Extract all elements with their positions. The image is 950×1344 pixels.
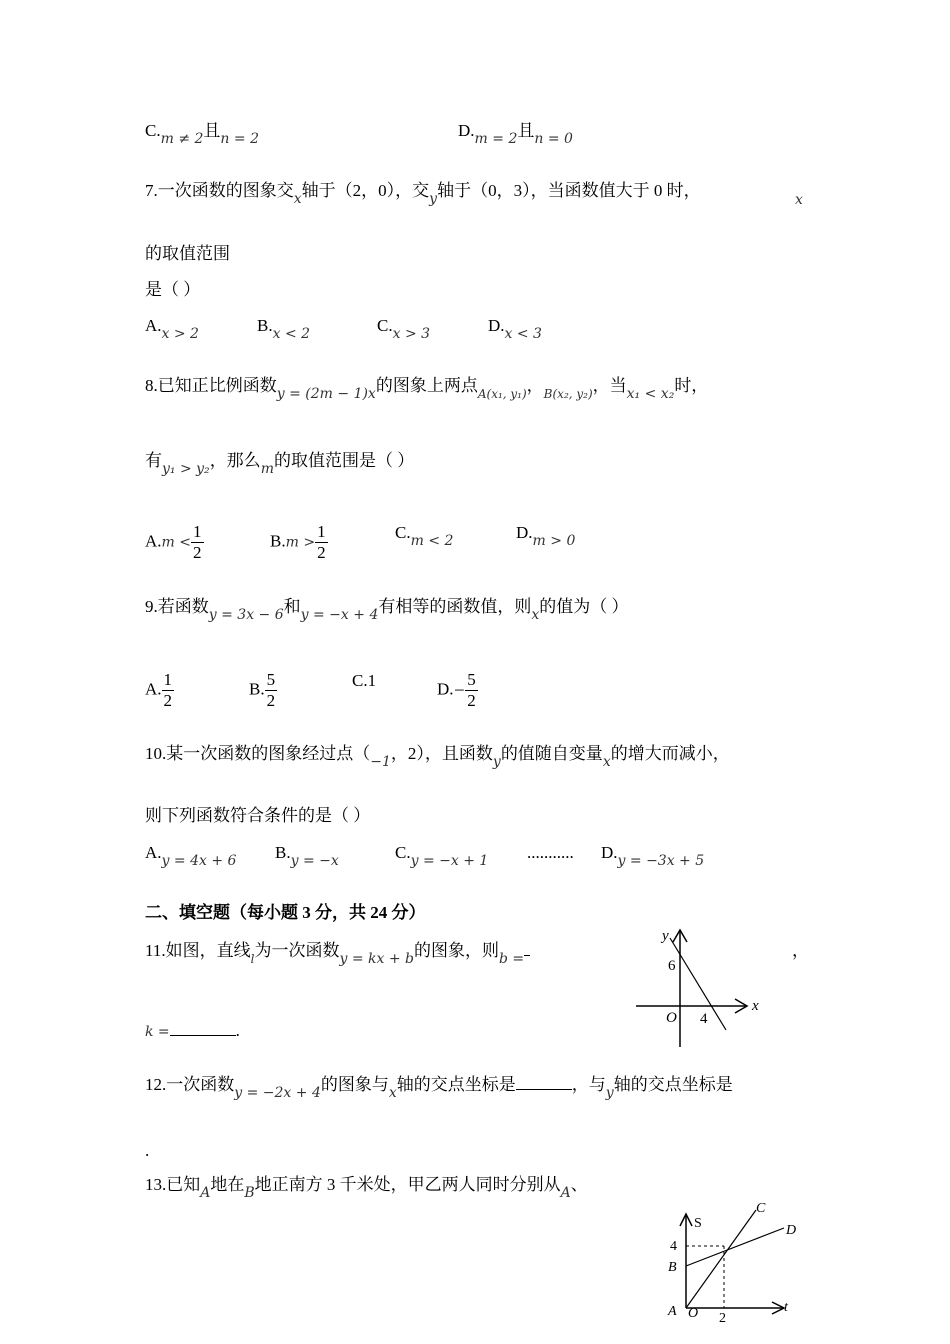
text: 的值随自变量	[500, 744, 603, 763]
section-title: 二、填空题（每小题 3 分，共 24 分）	[145, 903, 426, 922]
math: y = 4x + 6	[161, 853, 237, 869]
math: x	[531, 607, 540, 623]
q7-option-d	[488, 315, 542, 342]
q11-stem-2	[145, 1020, 240, 1043]
text: 10.某一次函数的图象经过点（	[145, 744, 371, 763]
math: l	[250, 952, 255, 966]
q8-option-d	[516, 522, 576, 549]
y-intercept-label: 6	[668, 958, 676, 974]
line-d-label: D	[786, 1223, 797, 1238]
q10-dots: ...........	[527, 843, 574, 862]
t-label: t	[784, 1300, 788, 1315]
text: 的图象上两点	[375, 376, 478, 395]
q9-option-d	[437, 670, 478, 711]
text: 为一次函数	[254, 941, 340, 960]
math: y = 3x − 6	[208, 607, 284, 623]
q9-option-a	[145, 670, 174, 711]
option-label: D.	[516, 523, 533, 542]
line-l	[670, 938, 726, 1030]
math: y = −x	[290, 853, 339, 869]
option-label: C.	[377, 316, 393, 335]
denominator: 2	[163, 691, 173, 710]
q8-option-a	[145, 522, 204, 563]
option-label: D.	[601, 843, 618, 862]
option-label: C.	[395, 843, 411, 862]
math: −	[453, 682, 466, 699]
math: y	[492, 754, 501, 770]
q6-option-d	[458, 120, 573, 147]
tick-2-label: 2	[719, 1311, 726, 1326]
numerator: 1	[317, 522, 326, 541]
q13-stem	[145, 1174, 588, 1201]
q9-option-b	[249, 670, 277, 711]
text: 、	[570, 1175, 588, 1194]
point-a-label: A	[668, 1304, 677, 1319]
math: A(x₁, y₁)	[477, 387, 527, 401]
text: 7.一次函数的图象交	[145, 181, 294, 200]
origin-label: O	[688, 1306, 699, 1321]
math: x > 2	[161, 326, 199, 342]
option-label: D.	[458, 121, 475, 140]
numerator: 1	[193, 522, 202, 541]
math: A	[200, 1185, 211, 1201]
text: 11.如图，直线	[145, 941, 251, 960]
q9-stem	[145, 596, 629, 623]
text: 13.已知	[145, 1175, 201, 1194]
fraction	[315, 522, 328, 563]
q7-var	[795, 188, 803, 211]
text: 的取值范围是（ ）	[273, 451, 415, 470]
math: B(x₂, y₂)	[543, 387, 593, 401]
math: y = −x + 4	[300, 607, 379, 623]
q10-stem-2: 则下列函数符合条件的是（ ）	[145, 806, 371, 825]
text: 12.一次函数	[145, 1075, 235, 1094]
text: 轴的交点坐标是	[613, 1075, 733, 1094]
q10-option-b	[275, 842, 339, 869]
numerator: 5	[266, 670, 276, 689]
text: 的值为（ ）	[539, 597, 629, 616]
math: x < 2	[272, 326, 311, 342]
math: m < 2	[410, 533, 454, 549]
math: y	[429, 191, 438, 207]
math: x₁ < x₂	[626, 386, 675, 402]
q6-option-c	[145, 120, 259, 147]
math: x	[388, 1085, 397, 1101]
q7-option-a	[145, 315, 199, 342]
text: ，那么	[209, 451, 261, 470]
text: ，2），且函数	[390, 744, 493, 763]
q10-option-a	[145, 842, 237, 869]
option-label: B.	[275, 843, 291, 862]
answer-blank	[524, 955, 530, 956]
math: y	[605, 1085, 614, 1101]
math: x	[602, 754, 611, 770]
math: y = −2x + 4	[234, 1085, 321, 1101]
q8-option-b	[270, 522, 328, 563]
q7-stem	[145, 180, 701, 207]
q7-option-c	[377, 315, 431, 342]
math: n = 0	[534, 131, 573, 147]
numerator: 1	[163, 670, 173, 689]
text: 轴于（2，0），交	[301, 181, 430, 200]
math: −1	[370, 754, 391, 770]
x-intercept-label: 4	[700, 1011, 708, 1027]
text: 且	[203, 121, 221, 140]
q12-stem	[145, 1074, 733, 1101]
origin-label: O	[666, 1010, 677, 1026]
x-label: x	[752, 998, 759, 1014]
answer-blank	[170, 1035, 236, 1036]
text: 的图象与	[320, 1075, 389, 1094]
option-label: C.	[395, 523, 411, 542]
option-label: C.	[145, 121, 161, 140]
fraction	[162, 670, 175, 711]
q7-option-b	[257, 315, 311, 342]
text: 地正南方 3 千米处，甲乙两人同时分别从	[254, 1175, 561, 1194]
math: m = 2	[474, 131, 518, 147]
q8-stem-2	[145, 450, 415, 477]
q12-end: .	[145, 1141, 150, 1160]
s-label: S	[694, 1216, 702, 1231]
q10-option-d	[601, 842, 705, 869]
math: y₁ > y₂	[162, 461, 210, 477]
option-label: D.	[488, 316, 505, 335]
figure-distance-time-graph	[660, 1196, 810, 1344]
math: y = (2m − 1)x	[276, 386, 376, 402]
text: ，	[526, 376, 544, 395]
text: ，当	[592, 376, 627, 395]
tick-4-label: 4	[670, 1239, 677, 1254]
q11-comma: ，	[792, 941, 809, 960]
text: 有相等的函数值，则	[378, 597, 532, 616]
text: 和	[283, 597, 301, 616]
q10-stem	[145, 743, 730, 770]
fraction	[191, 522, 204, 563]
option-label: B.	[257, 316, 273, 335]
text: ，与	[571, 1075, 606, 1094]
fraction	[465, 670, 478, 711]
figure-linear-graph	[630, 922, 770, 1052]
math: n = 2	[220, 131, 259, 147]
option-label: D.	[437, 679, 454, 699]
q8-option-c	[395, 522, 454, 549]
math: m >	[285, 534, 316, 551]
math: m	[260, 461, 274, 477]
fraction	[265, 670, 278, 711]
q7-stem-2: 的取值范围	[145, 244, 230, 263]
option-label: A.	[145, 531, 162, 551]
math: y = −3x + 5	[617, 853, 705, 869]
math: b =	[498, 951, 525, 967]
text: 时，	[674, 376, 709, 395]
text: 轴的交点坐标是	[396, 1075, 516, 1094]
option-label: B.	[249, 679, 265, 699]
text: 且	[517, 121, 535, 140]
text: 9.若函数	[145, 597, 209, 616]
math: x	[293, 191, 302, 207]
math: A	[560, 1185, 571, 1201]
denominator: 2	[317, 543, 326, 562]
math: y = −x + 1	[410, 853, 489, 869]
option-label: A.	[145, 843, 162, 862]
denominator: 2	[193, 543, 202, 562]
text: 地在	[210, 1175, 245, 1194]
text: .	[235, 1021, 240, 1040]
option-label: B.	[270, 531, 286, 551]
math: m > 0	[532, 533, 576, 549]
text: 的增大而减小，	[610, 744, 730, 763]
text: 8.已知正比例函数	[145, 376, 277, 395]
option-label: A.	[145, 679, 162, 699]
math: y = kx + b	[339, 951, 414, 967]
point-b-label: B	[668, 1260, 677, 1275]
math: x < 3	[504, 326, 542, 342]
text: 轴于（0，3），当函数值大于 0 时，	[437, 181, 701, 200]
math: m ≠ 2	[160, 131, 204, 147]
q10-option-c	[395, 842, 489, 869]
option-label: A.	[145, 316, 162, 335]
line-d	[686, 1228, 784, 1266]
q7-stem-3: 是（ ）	[145, 280, 201, 299]
denominator: 2	[467, 691, 476, 710]
q8-stem	[145, 375, 709, 402]
line-c-label: C	[756, 1201, 766, 1216]
math: B	[244, 1185, 255, 1201]
denominator: 2	[266, 691, 276, 710]
numerator: 5	[467, 670, 476, 689]
text: 有	[145, 451, 162, 470]
math: k =	[145, 1024, 170, 1040]
math: m <	[161, 534, 191, 551]
answer-blank	[516, 1089, 572, 1090]
q9-option-c: C.1	[352, 671, 377, 690]
text: 的图象，则	[413, 941, 499, 960]
y-label: y	[662, 928, 669, 944]
math: x > 3	[392, 326, 431, 342]
q11-stem	[145, 940, 530, 967]
math: x	[795, 192, 803, 208]
